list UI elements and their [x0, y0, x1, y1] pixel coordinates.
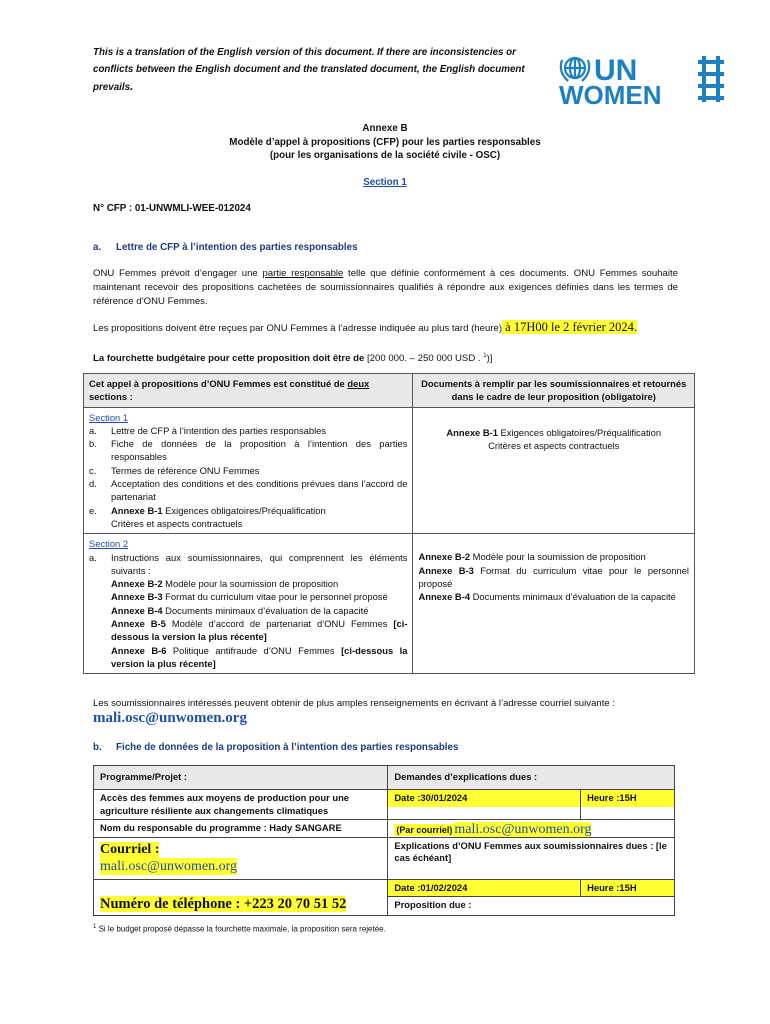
date2: Date :01/02/2024 — [388, 880, 580, 897]
logo-un-text: UN — [594, 54, 638, 87]
section1-cell — [84, 407, 413, 534]
explanations-onu: Explications d’ONU Femmes aux soumissionnaires dues : [le cas échéant] — [388, 837, 675, 879]
section-a-heading — [93, 242, 358, 253]
section1-row — [84, 407, 695, 534]
par-courriel: (Par courriel) — [396, 825, 453, 835]
sections-table — [83, 373, 695, 674]
courriel-label: Courriel : — [100, 841, 160, 857]
section-a-letter: a. — [93, 242, 102, 253]
intro-part1: ONU Femmes prévoit d’engager une — [93, 268, 263, 279]
cfp-title-line1: Modèle d’appel à propositions (CFP) pour les parties responsables — [229, 137, 541, 148]
disclaimer-end: . — [130, 79, 134, 93]
heure2: Heure :15H — [581, 880, 674, 897]
programme-name: Accès des femmes aux moyens de production pour une agriculture résiliente aux changements climatiques — [94, 790, 388, 820]
header-right: Documents à remplir par les soumissionnaires et retournés dans le cadre de leur proposition (obligatoire) — [413, 374, 695, 408]
explanations-label: Demandes d’explications dues : — [388, 766, 675, 790]
budget-label: La fourchette budgétaire pour cette proposition doit être de — [93, 353, 365, 365]
courriel-cell — [94, 837, 388, 879]
date1: Date :30/01/2024 — [388, 790, 580, 807]
sub-item: Annexe B-6 Politique antifraude d’ONU Femmes [ci-dessous la version la plus récente] — [111, 644, 408, 669]
email-link[interactable]: mali.osc@unwomen.org — [454, 822, 592, 837]
cfp-title-line2: (pour les organisations de la société civile - OSC) — [269, 150, 501, 161]
logo-women-text: WOMEN — [559, 80, 662, 108]
section1-right-cell: Annexe B-1 Exigences obligatoires/Préqualification Critères et aspects contractuels — [413, 407, 695, 534]
programme-manager: Nom du responsable du programme : Hady SANGARE — [94, 820, 388, 838]
footnote: $^1$ Si le budget proposé dépasse la fourchette maximale, la proposition sera rejetée. — [93, 924, 386, 934]
courriel-value[interactable]: mali.osc@unwomen.org — [100, 858, 238, 874]
sections-table-header — [84, 374, 695, 408]
list-item: a. Instructions aux soumissionnaires, qui comprennent les éléments suivants : — [89, 551, 408, 576]
deadline-text: Les propositions doivent être reçues par ONU Femmes à l’adresse indiquée au plus tard (heure) — [93, 323, 503, 334]
section1-link[interactable]: Section 1 — [363, 177, 407, 188]
budget-paragraph — [93, 349, 678, 366]
list-item: c. Termes de référence ONU Femmes — [89, 464, 260, 476]
deadline-highlight: à 17H00 le 2 février 2024. — [502, 320, 638, 334]
sub-item: Annexe B-3 Format du curriculum vitae pour le personnel proposé — [111, 591, 388, 603]
list-item-continuation: Critères et aspects contractuels — [111, 517, 243, 529]
sub-item: Annexe B-2 Modèle pour la soumission de proposition — [111, 578, 339, 590]
list-item: d. Acceptation des conditions et des conditions prévues dans l’accord de partenariat — [89, 478, 408, 503]
un-women-logo — [556, 48, 728, 108]
annex-title: Annexe B — [362, 123, 408, 134]
section2-right-cell: Annexe B-2 Modèle pour la soumission de proposition Annexe B-3 Format du curriculum vitae pour le personnel proposé Annexe B-4 Documents minimaux d’évaluation de la capacité — [413, 534, 695, 674]
phone-cell — [94, 879, 388, 916]
proposition-due: Proposition due : — [388, 897, 675, 916]
section2-cell — [84, 534, 413, 674]
section-a-title: Lettre de CFP à l’intention des parties responsables — [116, 242, 358, 253]
section2-row — [84, 534, 695, 674]
programme-label: Programme/Projet : — [94, 766, 388, 790]
list-item: b. Fiche de données de la proposition à l’intention des parties responsables — [89, 438, 408, 463]
contact-text: Les soumissionnaires intéressés peuvent obtenir de plus amples renseignements en écrivant à l’adresse courriel suivante : — [93, 698, 616, 709]
sub-item: Annexe B-4 Documents minimaux d’évaluation de la capacité — [111, 604, 369, 616]
footnote-separator — [93, 915, 280, 916]
budget-footnote-ref: 1 — [483, 353, 487, 359]
section-b-letter: b. — [93, 742, 102, 753]
proposal-data-table — [93, 765, 675, 916]
heure1: Heure :15H — [581, 790, 674, 807]
budget-value: [200 000. – 250 000 USD . — [364, 353, 484, 365]
section-b-heading — [93, 742, 458, 753]
contact-email-link[interactable]: mali.osc@unwomen.org — [93, 710, 247, 726]
section1-label[interactable]: Section 1 — [89, 411, 129, 423]
intro-paragraph — [93, 267, 678, 309]
section-b-title: Fiche de données de la proposition à l’intention des parties responsables — [116, 742, 459, 753]
intro-part2: telle que définie conformément à ces documents. ONU Femmes souhaite maintenant recevoir des propositions cachetées de soumissionnaires qualifiés à répondre aux exigences définies dans les termes de référence d’ONU Femmes. — [93, 268, 678, 307]
deadline-paragraph — [93, 320, 678, 336]
disclaimer-text: This is a translation of the English version of this document. If there are inconsistencies or conflicts between the English document and the translated document, the English document prevails — [93, 47, 525, 93]
intro-underlined: partie responsable — [262, 268, 344, 279]
phone-number: Numéro de téléphone : +223 20 70 51 52 — [100, 895, 347, 912]
sub-item: Annexe B-5 Modèle d’accord de partenariat d’ONU Femmes [ci-dessous la version la plus récente] — [111, 618, 408, 643]
section2-label[interactable]: Section 2 — [89, 538, 129, 550]
list-item: a. Lettre de CFP à l’intention des parties responsables — [89, 424, 327, 436]
cfp-number: N° CFP : 01-UNWMLI-WEE-012024 — [93, 203, 251, 214]
list-item: e. Annexe B-1 Exigences obligatoires/Préqualification — [89, 504, 326, 516]
budget-close: )] — [486, 353, 493, 365]
translation-disclaimer — [93, 44, 548, 96]
header-left: Cet appel à propositions d’ONU Femmes est constitué de deux sections : — [84, 374, 413, 408]
